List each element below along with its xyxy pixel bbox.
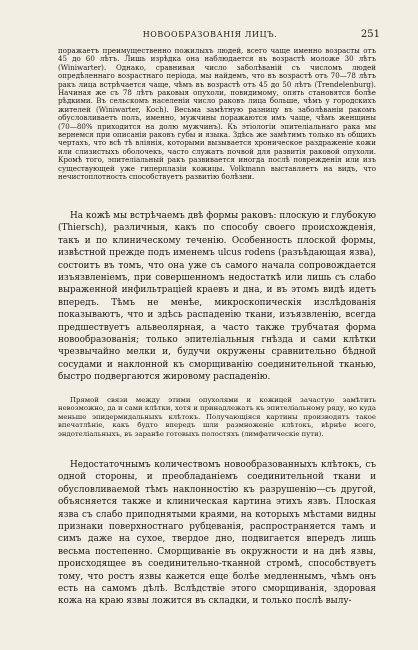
paragraph-small-continuation: поражаетъ преимущественно пожилыхъ людей, всего чаще именно возрасты отъ 45 до 60 лѣтъ. Лишь изрѣдка она наблюдается въ возрастѣ моложе 30 лѣтъ (Winiwarter). Однако, сравнивая число заболѣваній съ числомъ людей опредѣленнаго возрастнаго періода, мы найдемъ, что въ возрастѣ отъ 70—78 лѣтъ ракъ лица встрѣчается чаще, чѣмъ въ возрастѣ отъ 45 до 50 лѣтъ (Trendelenburg). Начиная же съ 78 лѣтъ раковыя опухоли, повидимому, опять становятся болѣе рѣдкими. Въ сельскомъ населеніи число раковъ лица больше, чѣмъ у городскихъ жителей (Winiwarter, Koch). Весьма замѣтную разницу въ заболѣваніи ракомъ обусловливаетъ полъ, именно, мужчины поражаются имъ чаще, чѣмъ женщины (70—80% приходится на долю мужчинъ). Къ этіологіи эпителіальнаго рака мы вернемся при описаніи раковъ губы и языка. Здѣсь же замѣтимъ только въ общихъ чертахъ, что всѣ тѣ вліянія, которыми вызывается хроническое раздраженіе кожи или слизистыхъ оболочекъ, часто служатъ почвой для развитія раковой опухоли. Кромѣ того, эпителіальный ракъ развивается иногда послѣ поврежденія или изъ существующей уже гиперплазіи кожицы. Volkmann выставляетъ на видъ, что нечистоплотность способствуетъ развитію болѣзни. — [58, 46, 376, 182]
paragraph-small-note: Прямой связи между этими опухолями и кожицей зачастую замѣтить невозможно, да и сами клѣтки, хотя и принадлежатъ къ эпителіальному ряду, но куда меньше эпидермидальныхъ клѣтокъ. Получающіяся картины производятъ такое впечатлѣніе, какъ будто впередъ шли размноженіе клѣтокъ, вѣрнѣе всего, эндотеліальныхъ, въ заранѣе готовыхъ полостяхъ (лимфатическіе пути). — [58, 396, 376, 438]
paragraph-cancer-forms: На кожѣ мы встрѣчаемъ двѣ формы раковъ: плоскую и глубокую (Thiersch), различныя, какъ по способу своего происхожденія, такъ и по клиническому теченію. Особенность плоской формы, извѣстной прежде подъ именемъ ulcus rodens (разъѣдающая язва), состоитъ въ томъ, что она уже съ самого начала сопровождается изъязвленіемъ, при совершенномъ недостаткѣ или лишь съ слабо выраженной инфильтраціей краевъ и дна, и въ этомъ видѣ идетъ впередъ. Тѣмъ не менѣе, микроскопическія изслѣдованія показываютъ, что и здѣсь распаденію ткани, изъязвленію, всегда предшествуетъ альвеолярная, а часто также трубчатая форма новообразованія; только эпителіальныя гнѣзда и сами клѣтки чрезвычайно мелки и, будучи окружены сравнительно бѣдной сосудами и наклонной къ сморщиванію соединительной тканью, быстро подвергаются жировому распаденію. — [58, 211, 376, 383]
paragraph-clinical-picture: Недостаточнымъ количествомъ новообразованныхъ клѣтокъ, съ одной стороны, и преобладаніемъ соединительной ткани и обусловливаемой тѣмъ наклонностію къ разрушенію—съ другой, объясняется также и клиническая картина этихъ язвъ. Плоская язва съ слабо приподнятыми краями, на которыхъ мѣстами видны признаки поверхностнаго рубцеванія, распространяется тамъ и симъ даже на сухое, твердое дно, подвигается впередъ лишь весьма постепенно. Сморщиваніе въ окружности и на днѣ язвы, происходящее въ соединительно-тканной стромѣ, способствуетъ тому, что ростъ язвы кажется еще болѣе медленнымъ, чѣмъ онъ есть на самомъ дѣлѣ. Вслѣдствіе этого сморщиванія, здоровая кожа на краю язвы ложится въ складки, и только послѣ вылу- — [58, 460, 376, 607]
page-number: 251 — [360, 29, 380, 40]
running-title: НОВООБРАЗОВАНІЯ ЛИЦЪ. — [142, 30, 278, 39]
page-header — [40, 30, 380, 42]
